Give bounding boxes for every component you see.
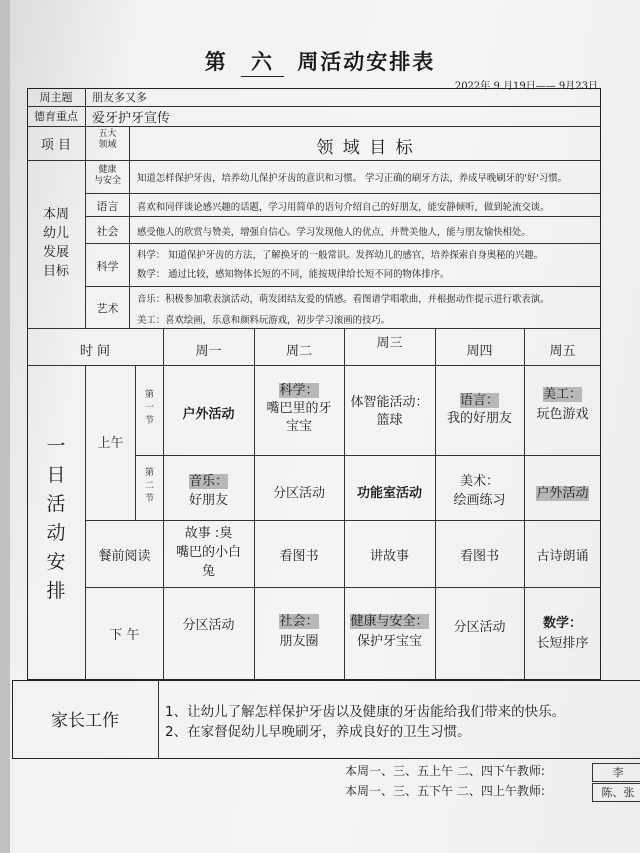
theme-value: 朋友多又多 bbox=[92, 91, 147, 104]
day-mon: 周一 bbox=[195, 344, 222, 359]
day-thu: 周四 bbox=[466, 344, 493, 359]
tue-pm bbox=[254, 612, 344, 652]
fri-s1 bbox=[524, 385, 601, 425]
day-tue: 周二 bbox=[285, 344, 312, 359]
tag-math: 数学： bbox=[542, 616, 582, 631]
page-edge bbox=[0, 0, 10, 853]
thu-pm: 分区活动 bbox=[453, 620, 506, 635]
wed-s2: 功能室活动 bbox=[356, 486, 422, 501]
tue-reading: 看图书 bbox=[279, 549, 319, 564]
fri-s2-text: 户外活动 bbox=[536, 486, 589, 501]
section-1-label: 第 一 节 bbox=[144, 390, 154, 426]
parents-item-1: 1、让幼儿了解怎样保护牙齿以及健康的牙齿能给我们带来的快乐。 bbox=[165, 704, 566, 720]
goal-science: 科学： 知道保护牙齿的方法，了解换牙的一般常识。发挥幼儿的感官，培养探索自身奥秘的兴趣。 bbox=[137, 250, 544, 261]
wed-pm bbox=[344, 612, 435, 652]
date-range: 2022年 9 月19日—— 9月23日 bbox=[454, 81, 598, 92]
mon-pm: 分区活动 bbox=[182, 618, 235, 633]
mon-s2 bbox=[163, 472, 254, 510]
parents-item-2: 2、在家督促幼儿早晚刷牙，养成良好的卫生习惯。 bbox=[165, 724, 471, 740]
parents-label: 家长工作 bbox=[51, 711, 119, 731]
fri-pm bbox=[524, 614, 601, 654]
domain-goals-header: 领 域 目 标 bbox=[316, 138, 415, 158]
day-fri: 周五 bbox=[549, 344, 576, 359]
goal-music: 音乐：积极参加歌表演活动，萌发团结友爱的情感。看图谱学唱歌曲，并根据动作提示进行歌表演。 bbox=[137, 294, 550, 305]
thu-s1-text: 我的好朋友 bbox=[446, 411, 512, 426]
time-header: 时 间 bbox=[79, 344, 111, 359]
mon-s1: 户外活动 bbox=[182, 407, 235, 422]
tue-s1-text: 嘴巴里的牙 宝宝 bbox=[266, 401, 332, 434]
fri-reading: 古诗朗诵 bbox=[536, 549, 589, 564]
wed-reading: 讲故事 bbox=[369, 549, 409, 564]
weekly-goals-label: 本周 幼儿 发展 目标 bbox=[42, 207, 69, 279]
tue-pm-text: 朋友圈 bbox=[279, 634, 319, 649]
tue-s2: 分区活动 bbox=[272, 486, 325, 501]
tag-social: 社会： bbox=[279, 614, 319, 629]
five-domains-header: 五大 领域 bbox=[98, 129, 117, 150]
goal-social: 感受他人的欣赏与赞美，增强自信心。学习发现他人的优点，并赞美他人，能与朋友愉快相处。 bbox=[137, 227, 531, 238]
teacher-line-2: 本周一、三、五下午 二、四上午教师: bbox=[345, 784, 545, 798]
domain-art: 艺术 bbox=[96, 302, 119, 315]
tag-music: 音乐： bbox=[188, 474, 228, 489]
fri-pm-text: 长短排序 bbox=[536, 636, 589, 651]
week-number: 六 bbox=[241, 46, 284, 77]
morning-label: 上午 bbox=[97, 436, 124, 451]
wed-pm-text: 保护牙宝宝 bbox=[356, 634, 422, 649]
goal-crafts: 美工：喜欢绘画，乐意和颜料玩游戏，初步学习滚画的技巧。 bbox=[137, 315, 391, 326]
tag-science: 科学： bbox=[279, 383, 319, 398]
tag-crafts: 美工： bbox=[542, 387, 582, 402]
fri-s2 bbox=[524, 482, 601, 501]
tag-health-safety: 健康与安全： bbox=[350, 614, 429, 629]
pre-meal-reading-label: 餐前阅读 bbox=[98, 549, 151, 564]
thu-reading: 看图书 bbox=[459, 549, 499, 564]
moral-label: 德育重点 bbox=[34, 110, 78, 123]
section-2-label: 第 二 节 bbox=[144, 468, 154, 504]
wed-s1: 体智能活动： 篮球 bbox=[350, 395, 429, 428]
fri-s1-text: 玩色游戏 bbox=[536, 407, 589, 422]
thu-s2: 美术： 绘画练习 bbox=[453, 474, 506, 508]
title-suffix: 周活动安排表 bbox=[297, 49, 436, 74]
daily-activities-label: 一 日 活 动 安 排 bbox=[46, 435, 66, 602]
goal-health: 知道怎样保护牙齿，培养幼儿保护牙齿的意识和习惯。 学习正确的刷牙方法，养成早晚刷牙的'好'习惯。 bbox=[137, 173, 568, 184]
page-title bbox=[0, 46, 640, 77]
thu-s1 bbox=[435, 392, 524, 428]
goal-language: 喜欢和同伴谈论感兴趣的话题，学习用简单的语句介绍自己的好朋友，能安静倾听，做到轮流交谈。 bbox=[137, 202, 550, 213]
afternoon-label: 下 午 bbox=[109, 628, 140, 643]
title-prefix: 第 bbox=[204, 49, 228, 74]
mon-s2-text: 好朋友 bbox=[188, 493, 228, 508]
mon-reading: 故事 :臭 嘴巴的小白 兔 bbox=[175, 526, 241, 579]
teacher-name-1: 李 bbox=[592, 763, 640, 782]
goal-math: 数学： 通过比较，感知物体长短的不同，能按规律给长短不同的物体排序。 bbox=[137, 269, 450, 280]
tag-language: 语言： bbox=[459, 393, 499, 408]
project-header: 项 目 bbox=[40, 138, 72, 153]
domain-language: 语言 bbox=[96, 200, 119, 213]
domain-science: 科学 bbox=[96, 260, 119, 273]
domain-social: 社会 bbox=[96, 225, 119, 238]
tue-s1 bbox=[254, 382, 344, 436]
teacher-line-1: 本周一、三、五上午 二、四下午教师: bbox=[345, 764, 545, 778]
moral-value: 爱牙护牙宣传 bbox=[92, 111, 171, 126]
teacher-name-2: 陈、张 bbox=[592, 783, 640, 802]
domain-health: 健康 与安全 bbox=[93, 165, 121, 186]
theme-label: 周主题 bbox=[39, 91, 73, 104]
day-wed: 周三 bbox=[376, 336, 403, 351]
